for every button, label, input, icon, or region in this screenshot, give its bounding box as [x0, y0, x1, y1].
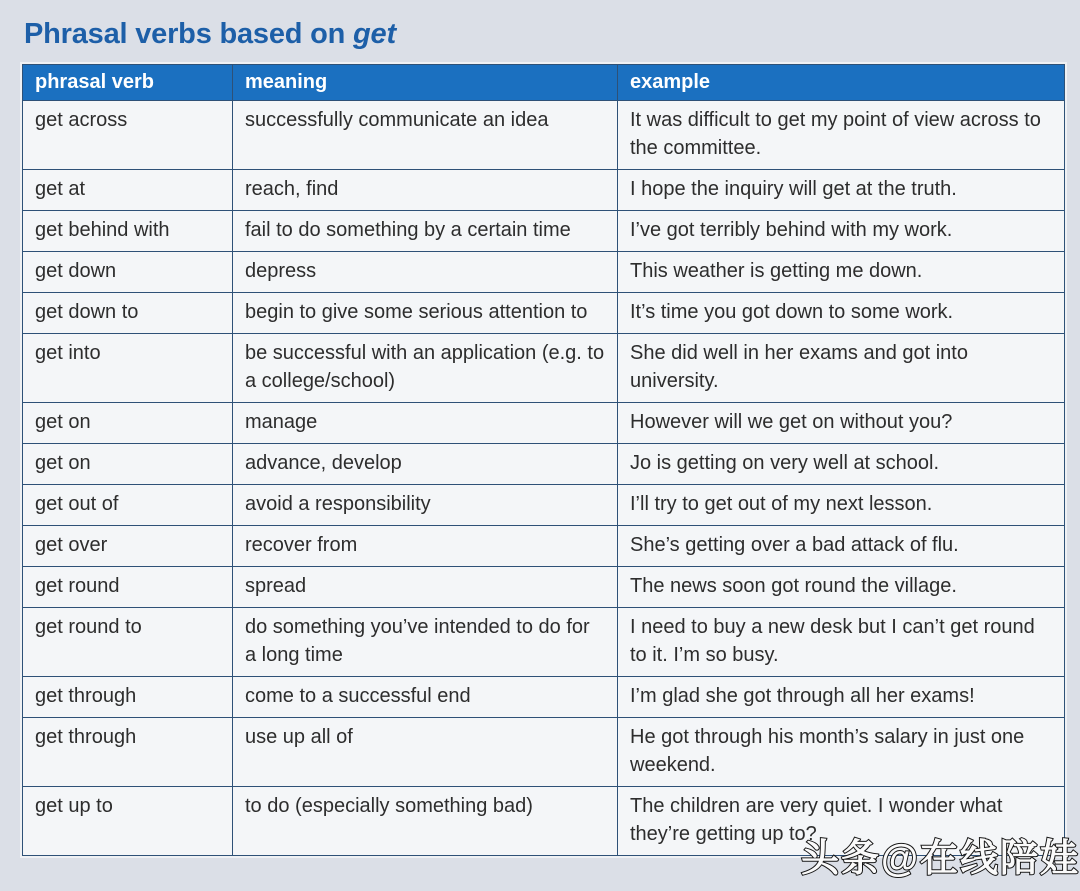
table-row: [23, 170, 1065, 211]
phrasal-verbs-table: [22, 64, 1065, 856]
table-row: [23, 252, 1065, 293]
meaning-cell: manage: [233, 403, 618, 444]
meaning-cell: begin to give some serious attention to: [233, 293, 618, 334]
example-cell: I’ll try to get out of my next lesson.: [618, 485, 1065, 526]
meaning-cell: be successful with an application (e.g. to a college/school): [233, 334, 618, 403]
phrasal-verb-cell: get round: [23, 567, 233, 608]
table-row: [23, 403, 1065, 444]
table-row: [23, 211, 1065, 252]
page-title-emphasis: get: [353, 18, 396, 50]
example-cell: It’s time you got down to some work.: [618, 293, 1065, 334]
table-row: [23, 101, 1065, 170]
table-row: [23, 677, 1065, 718]
page-title: [24, 18, 1064, 51]
phrasal-verb-cell: get through: [23, 677, 233, 718]
table-row: [23, 485, 1065, 526]
table-row: [23, 567, 1065, 608]
example-cell: He got through his month’s salary in just one weekend.: [618, 718, 1065, 787]
phrasal-verb-cell: get round to: [23, 608, 233, 677]
meaning-cell: come to a successful end: [233, 677, 618, 718]
phrasal-verb-cell: get into: [23, 334, 233, 403]
example-cell: This weather is getting me down.: [618, 252, 1065, 293]
table-body: [23, 101, 1065, 856]
example-cell: The news soon got round the village.: [618, 567, 1065, 608]
meaning-cell: depress: [233, 252, 618, 293]
header-row: [23, 65, 1065, 101]
table-row: [23, 444, 1065, 485]
phrasal-verb-cell: get down to: [23, 293, 233, 334]
example-cell: She’s getting over a bad attack of flu.: [618, 526, 1065, 567]
meaning-cell: use up all of: [233, 718, 618, 787]
meaning-cell: successfully communicate an idea: [233, 101, 618, 170]
meaning-cell: fail to do something by a certain time: [233, 211, 618, 252]
phrasal-verb-cell: get on: [23, 444, 233, 485]
phrasal-verb-cell: get across: [23, 101, 233, 170]
example-cell: She did well in her exams and got into university.: [618, 334, 1065, 403]
table-row: [23, 608, 1065, 677]
header-example: example: [618, 65, 1065, 101]
example-cell: I’m glad she got through all her exams!: [618, 677, 1065, 718]
phrasal-verb-cell: get up to: [23, 787, 233, 856]
phrasal-verb-cell: get over: [23, 526, 233, 567]
example-cell: However will we get on without you?: [618, 403, 1065, 444]
table-row: [23, 293, 1065, 334]
meaning-cell: reach, find: [233, 170, 618, 211]
example-cell: It was difficult to get my point of view across to the committee.: [618, 101, 1065, 170]
header-meaning: meaning: [233, 65, 618, 101]
example-cell: I hope the inquiry will get at the truth.: [618, 170, 1065, 211]
example-cell: I’ve got terribly behind with my work.: [618, 211, 1065, 252]
meaning-cell: to do (especially something bad): [233, 787, 618, 856]
meaning-cell: avoid a responsibility: [233, 485, 618, 526]
phrasal-verb-cell: get out of: [23, 485, 233, 526]
header-phrasal-verb: phrasal verb: [23, 65, 233, 101]
meaning-cell: advance, develop: [233, 444, 618, 485]
table-row: [23, 334, 1065, 403]
phrasal-verb-cell: get behind with: [23, 211, 233, 252]
table-row: [23, 526, 1065, 567]
example-cell: The children are very quiet. I wonder what they’re getting up to?: [618, 787, 1065, 856]
meaning-cell: do something you’ve intended to do for a long time: [233, 608, 618, 677]
watermark: 头条@在线陪娃: [800, 838, 1080, 880]
page-title-text: Phrasal verbs based on: [24, 18, 354, 50]
example-cell: Jo is getting on very well at school.: [618, 444, 1065, 485]
phrasal-verb-cell: get on: [23, 403, 233, 444]
table-header: [23, 65, 1065, 101]
phrasal-verb-cell: get at: [23, 170, 233, 211]
phrasal-verb-cell: get through: [23, 718, 233, 787]
example-cell: I need to buy a new desk but I can’t get round to it. I’m so busy.: [618, 608, 1065, 677]
phrasal-verb-cell: get down: [23, 252, 233, 293]
meaning-cell: recover from: [233, 526, 618, 567]
table-row: [23, 718, 1065, 787]
meaning-cell: spread: [233, 567, 618, 608]
